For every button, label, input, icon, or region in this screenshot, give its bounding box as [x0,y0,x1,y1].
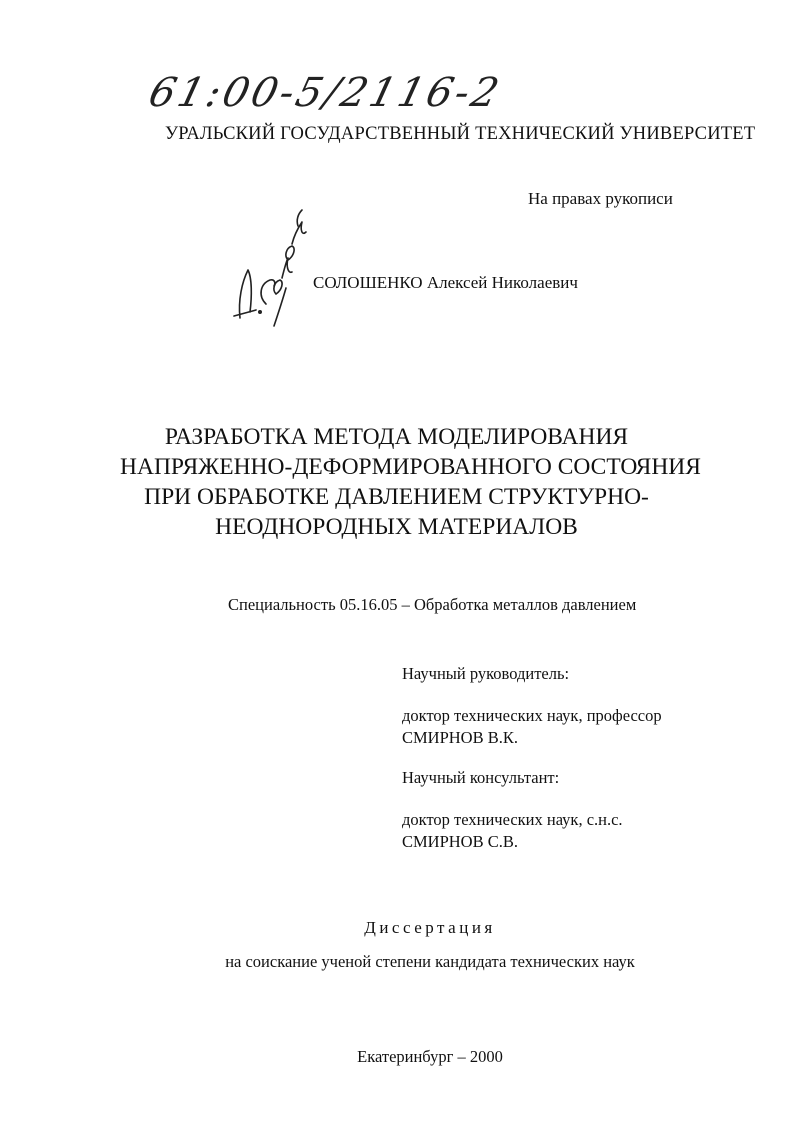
dissertation-title [120,422,701,542]
title-line: НЕОДНОРОДНЫХ МАТЕРИАЛОВ [215,514,578,540]
manuscript-rights-note: На правах рукописи [528,189,673,208]
university-name: УРАЛЬСКИЙ ГОСУДАРСТВЕННЫЙ ТЕХНИЧЕСКИЙ УНИВЕРСИТЕТ [165,124,756,144]
consultant-degree: доктор технических наук, с.н.с. [402,810,623,829]
title-line: РАЗРАБОТКА МЕТОДА МОДЕЛИРОВАНИЯ [164,424,629,450]
supervisor-degree: доктор технических наук, профессор [402,706,662,725]
city-year: Екатеринбург – 2000 [357,1047,503,1066]
advisors-block [402,663,662,853]
supervisor-label: Научный руководитель: [402,664,570,683]
supervisor-name: СМИРНОВ В.К. [402,728,518,747]
consultant-name: СМИРНОВ С.В. [402,832,518,851]
dissertation-description: на соискание ученой степени кандидата технических наук [225,952,635,971]
title-line: ПРИ ОБРАБОТКЕ ДАВЛЕНИЕМ СТРУКТУРНО- [144,484,649,510]
author-name: СОЛОШЕНКО Алексей Николаевич [313,273,578,292]
author-signature [222,200,314,330]
handwritten-archive-code: 61:00-5/2116-2 [144,70,507,116]
consultant-label: Научный консультант: [402,768,560,787]
specialty-line: Специальность 05.16.05 – Обработка металлов давлением [228,595,637,614]
title-line: НАПРЯЖЕННО-ДЕФОРМИРОВАННОГО СОСТОЯНИЯ [120,454,701,480]
dissertation-heading: Диссертация [364,918,496,937]
